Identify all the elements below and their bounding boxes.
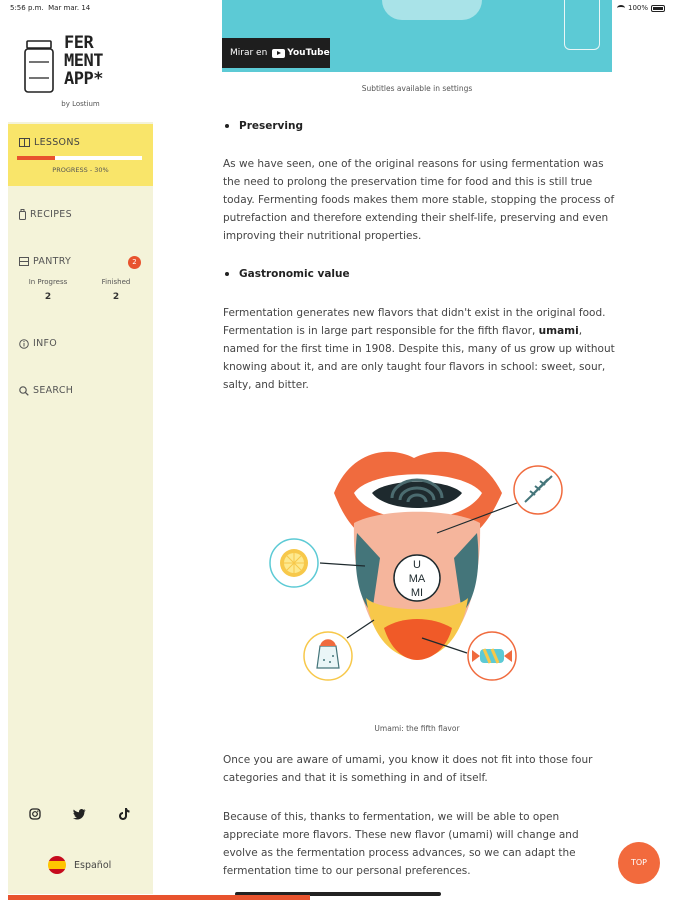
sidebar-item-label: PANTRY [33, 256, 72, 267]
heading-text: Preserving [239, 120, 303, 132]
sidebar-item-lessons[interactable] [8, 124, 153, 186]
stat-value: 2 [44, 292, 52, 302]
stat-label: Finished [101, 278, 131, 286]
pantry-count-badge: 2 [128, 256, 141, 269]
paragraph-preserving: As we have seen, one of the original reasons for using fermentation was the need to prolong the preservation time for food and this is still true today. Fermenting foods makes them more stable, stopping the process of putrefaction and therefore extending their shelf-life, preserving and even improving their nutritional properties. [223, 158, 615, 242]
sidebar-item-info[interactable] [19, 338, 57, 349]
reading-progress-bar [8, 895, 310, 900]
sidebar-item-pantry[interactable] [19, 256, 71, 267]
heading-text: Gastronomic value [239, 268, 350, 280]
logo-byline: by Lostium [61, 100, 100, 108]
watch-on-youtube-button[interactable] [222, 38, 330, 68]
illustration-caption: Umami: the fifth flavor [374, 724, 460, 733]
section-heading-gastronomic [225, 268, 350, 280]
language-selector[interactable] [48, 856, 111, 874]
paragraph-appreciate-flavors: Because of this, thanks to fermentation, we will be able to open appreciate more flavors. These new flavor (umami) will change and evolve as the fermentation process advances, so we can adapt the fermentation time to our personal preferences. [223, 811, 579, 877]
app-logo[interactable] [8, 16, 153, 122]
scroll-to-top-button[interactable]: TOP [618, 842, 660, 884]
sidebar [8, 16, 153, 894]
lessons-progress-bar [17, 156, 142, 160]
info-icon [19, 339, 29, 349]
video-player[interactable] [222, 0, 612, 72]
twitter-icon[interactable] [73, 809, 86, 820]
para-text: , named for the first time in 1908. Despite this, many of us grow up without knowing about it, and are only taught four flavors in school: sweet, sour, salty, and bitter. [223, 325, 615, 391]
umami-label-line2: MA [408, 573, 426, 585]
instagram-icon[interactable] [29, 808, 41, 820]
lessons-label-wrap [19, 137, 80, 148]
status-time: 5:56 p.m. Mar mar. 14 [10, 4, 91, 12]
pantry-finished[interactable] [86, 278, 146, 302]
youtube-wordmark: YouTube [287, 48, 330, 58]
social-links [8, 808, 153, 822]
video-thumbnail-shape [382, 0, 482, 20]
stat-label: In Progress [28, 278, 68, 286]
lessons-progress-text: PROGRESS - 30% [52, 166, 109, 174]
language-label: Español [74, 859, 112, 871]
sidebar-item-label: RECIPES [30, 209, 72, 220]
umami-label-line1: U [413, 559, 421, 571]
section-heading-preserving [225, 120, 303, 132]
umami-bold: umami [538, 325, 579, 337]
wifi-icon [617, 5, 625, 11]
jar-logo-icon [24, 40, 54, 94]
paragraph-gastronomic [223, 304, 615, 394]
youtube-logo [272, 48, 329, 58]
book-icon [19, 138, 30, 147]
tiktok-icon[interactable] [119, 808, 130, 820]
stat-value: 2 [112, 292, 120, 302]
sidebar-item-label: INFO [33, 338, 58, 349]
logo-wordmark: FER MENT APP* [64, 33, 103, 89]
sidebar-item-label: LESSONS [34, 137, 81, 148]
watch-on-label: Mirar en [230, 48, 268, 58]
video-caption: Subtitles available in settings [361, 84, 473, 93]
search-icon [19, 386, 29, 396]
status-right [617, 4, 665, 12]
lessons-progress-fill [17, 156, 55, 160]
sidebar-item-label: SEARCH [33, 385, 74, 396]
video-thumbnail-jar [564, 0, 600, 50]
sidebar-item-recipes[interactable] [19, 209, 72, 220]
pantry-icon [19, 257, 29, 266]
sidebar-item-search[interactable] [19, 385, 73, 396]
battery-icon [651, 5, 665, 12]
umami-tongue-illustration [262, 438, 572, 688]
bottle-icon [19, 209, 26, 220]
battery-percent: 100% [627, 4, 648, 12]
umami-label-line3: MI [410, 587, 424, 599]
youtube-play-icon [272, 49, 285, 58]
spain-flag-icon [48, 856, 66, 874]
pantry-in-progress[interactable] [18, 278, 78, 302]
para-text: Fermentation generates new flavors that didn't exist in the original food. Fermentation is in large part responsible for the fifth flavor, [223, 307, 606, 337]
paragraph-umami-aware: Once you are aware of umami, you know it does not fit into those four categories and that it is something in and of itself. [223, 754, 593, 784]
